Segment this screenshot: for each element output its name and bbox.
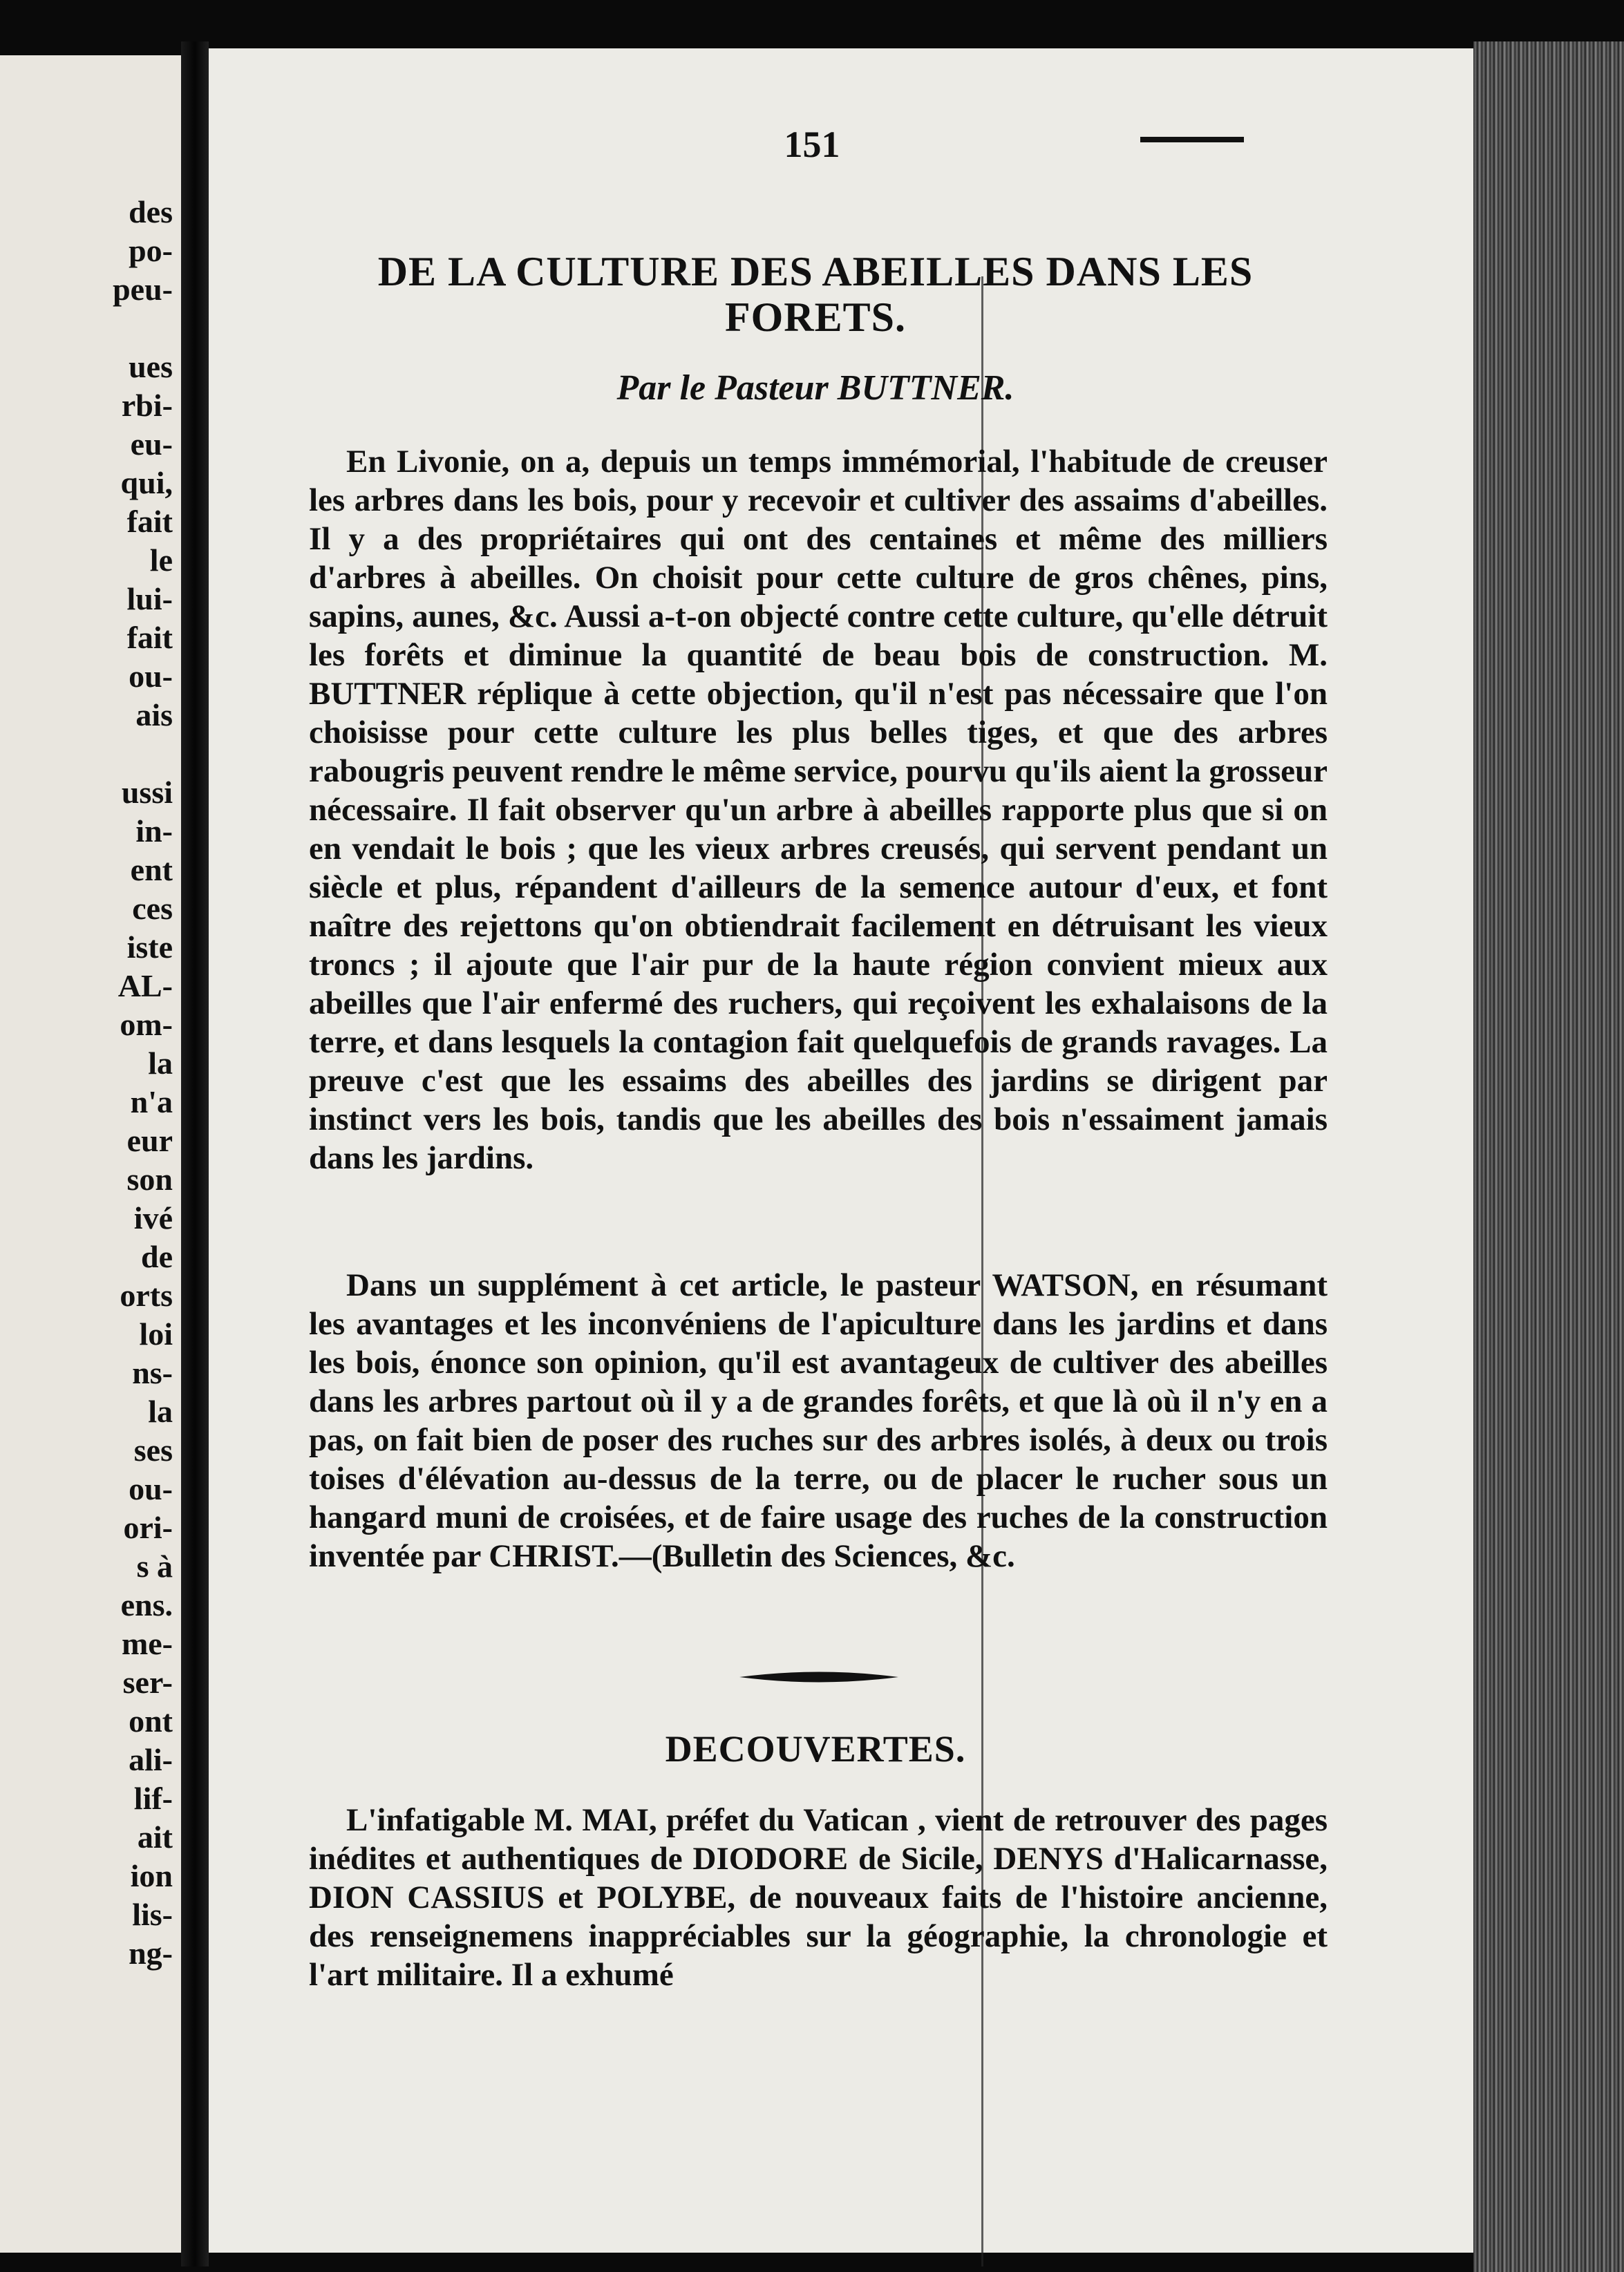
article-paragraph-1: [309, 442, 1328, 1177]
left-page-line-fragment: rbi-: [121, 388, 173, 423]
left-page-line-fragment: ion: [130, 1858, 173, 1893]
left-page-line-fragment: ou-: [129, 659, 173, 694]
left-page-line-fragment: lui-: [126, 581, 173, 616]
left-page-line-fragment: loi: [139, 1316, 173, 1352]
left-page-line-fragment: AL-: [117, 968, 173, 1003]
left-page-line-fragment: po-: [129, 233, 173, 268]
left-page-line-fragment: ues: [129, 349, 173, 384]
header-mark: [1140, 137, 1244, 142]
left-page-line-fragment: ou-: [129, 1471, 173, 1506]
section-paragraph: [309, 1801, 1328, 1994]
page-edges: [1473, 41, 1624, 2272]
left-page-line-fragment: son: [126, 1162, 173, 1197]
left-page-line-fragment: iste: [126, 929, 173, 965]
left-page-line-fragment: ces: [132, 891, 173, 926]
left-page-line-fragment: ais: [135, 697, 173, 732]
left-page-line-fragment: ng-: [129, 1935, 173, 1971]
facing-page-fragment: [0, 55, 181, 2253]
left-page-line-fragment: in-: [135, 813, 173, 849]
left-page-line-fragment: lif-: [133, 1781, 173, 1816]
article-title: DE LA CULTURE DES ABEILLES DANS LES FORETS.: [377, 249, 1254, 340]
left-page-line-fragment: fait: [126, 620, 173, 655]
article-byline: Par le Pasteur BUTTNER.: [616, 368, 1014, 408]
left-page-line-fragment: ent: [130, 852, 173, 887]
left-page-line-fragment: de: [141, 1239, 173, 1274]
left-page-line-fragment: ivé: [133, 1200, 173, 1236]
left-page-line-fragment: la: [148, 1394, 173, 1429]
left-page-line-fragment: om-: [120, 1007, 173, 1042]
left-page-line-fragment: s à: [136, 1549, 173, 1584]
left-page-line-fragment: ussi: [121, 775, 173, 810]
left-page-line-fragment: le: [149, 542, 173, 578]
left-page-line-fragment: ns-: [132, 1355, 173, 1390]
left-page-line-fragment: eu-: [130, 426, 173, 462]
paragraph-text: En Livonie, on a, depuis un temps immémorial, l'habitude de creuser les arbres dans les bois, pour y recevoir et cultiver des assaims d'abeilles. Il y a des propriétaires qui ont des centaines et même des milliers d'arbres à abeilles. On choisit pour cette culture de gros chênes, pins, sapins, aunes, &c. Aussi a-t-on objecté contre cette culture, qu'elle détruit les forêts et diminue la quantité de beau bois de construction. M. BUTTNER réplique à cette objection, qu'il n'est pas nécessaire que l'on choisisse pour cette culture les plus belles tiges, et que des arbres rabougris peuvent rendre le même service, pourvu qu'ils aient la grosseur nécessaire. Il fait observer qu'un arbre à abeilles rapporte plus que si on en vendait le bois ; que les vieux arbres creusés, qui servent pendant un siècle et plus, répandent d'ailleurs de la semence autour d'eux, et font naître des rejettons qu'on obtiendrait facilement en détruisant les vieux troncs ; il ajoute que l'air pur de la haute région convient mieux aux abeilles que l'air enfermé des ruchers, qui reçoivent les exhalaisons de la terre, et dans lesquels la contagion fait quelquefois de grands ravages. La preuve c'est que les essaims des abeilles des jardins se dirigent par instinct vers les bois, tandis que les abeilles des bois n'essaiment jamais dans les jardins.: [309, 444, 1328, 1176]
left-page-line-fragment: n'a: [130, 1084, 173, 1119]
left-page-line-fragment: eur: [126, 1123, 173, 1158]
left-page-line-fragment: me-: [121, 1626, 173, 1661]
left-page-line-fragment: qui,: [120, 465, 173, 500]
left-page-line-fragment: des: [129, 194, 173, 229]
book-gutter: [181, 41, 209, 2266]
section-title: DECOUVERTES.: [665, 1728, 966, 1770]
left-page-line-fragment: ens.: [120, 1587, 173, 1622]
left-page-line-fragment: ser-: [122, 1665, 173, 1700]
left-page-line-fragment: peu-: [113, 272, 173, 307]
left-page-line-fragment: ont: [129, 1703, 173, 1739]
paragraph-text: Dans un supplément à cet article, le pasteur WATSON, en résumant les avantages et les inconvéniens de l'apiculture dans les jardins et dans les bois, énonce son opinion, qu'il est avantageux de cultiver des abeilles dans les arbres partout où il y a de grandes forêts, et que là où il n'y en a pas, on fait bien de poser des ruches sur des arbres isolés, à deux ou trois toises d'élévation au-dessus de la terre, ou de placer le rucher sous un hangard muni de croisées, et de faire usage des ruches de la construction inventée par CHRIST.—(Bulletin des Sciences, &c.: [309, 1267, 1328, 1574]
left-page-line-fragment: orts: [120, 1278, 173, 1313]
left-page-line-fragment: ait: [137, 1819, 173, 1855]
left-page-line-fragment: lis-: [132, 1897, 173, 1932]
left-page-line-fragment: fait: [126, 504, 173, 539]
section-divider-ornament: [739, 1667, 898, 1687]
left-page-line-fragment: ali-: [129, 1742, 173, 1777]
left-page-line-fragment: ori-: [123, 1510, 173, 1545]
page-number: 151: [784, 124, 840, 165]
left-page-line-fragment: ses: [133, 1432, 173, 1468]
left-page-line-fragment: la: [148, 1045, 173, 1081]
article-paragraph-2: [309, 1266, 1328, 1575]
paragraph-text: L'infatigable M. MAI, préfet du Vatican , vient de retrouver des pages inédites et authentiques de DIODORE de Sicile, DENYS d'Halicarnasse, DION CASSIUS et POLYBE, de nouveaux faits de l'histoire ancienne, des renseignemens inappréciables sur la géographie, la chronologie et l'art militaire. Il a exhumé: [309, 1802, 1328, 1993]
